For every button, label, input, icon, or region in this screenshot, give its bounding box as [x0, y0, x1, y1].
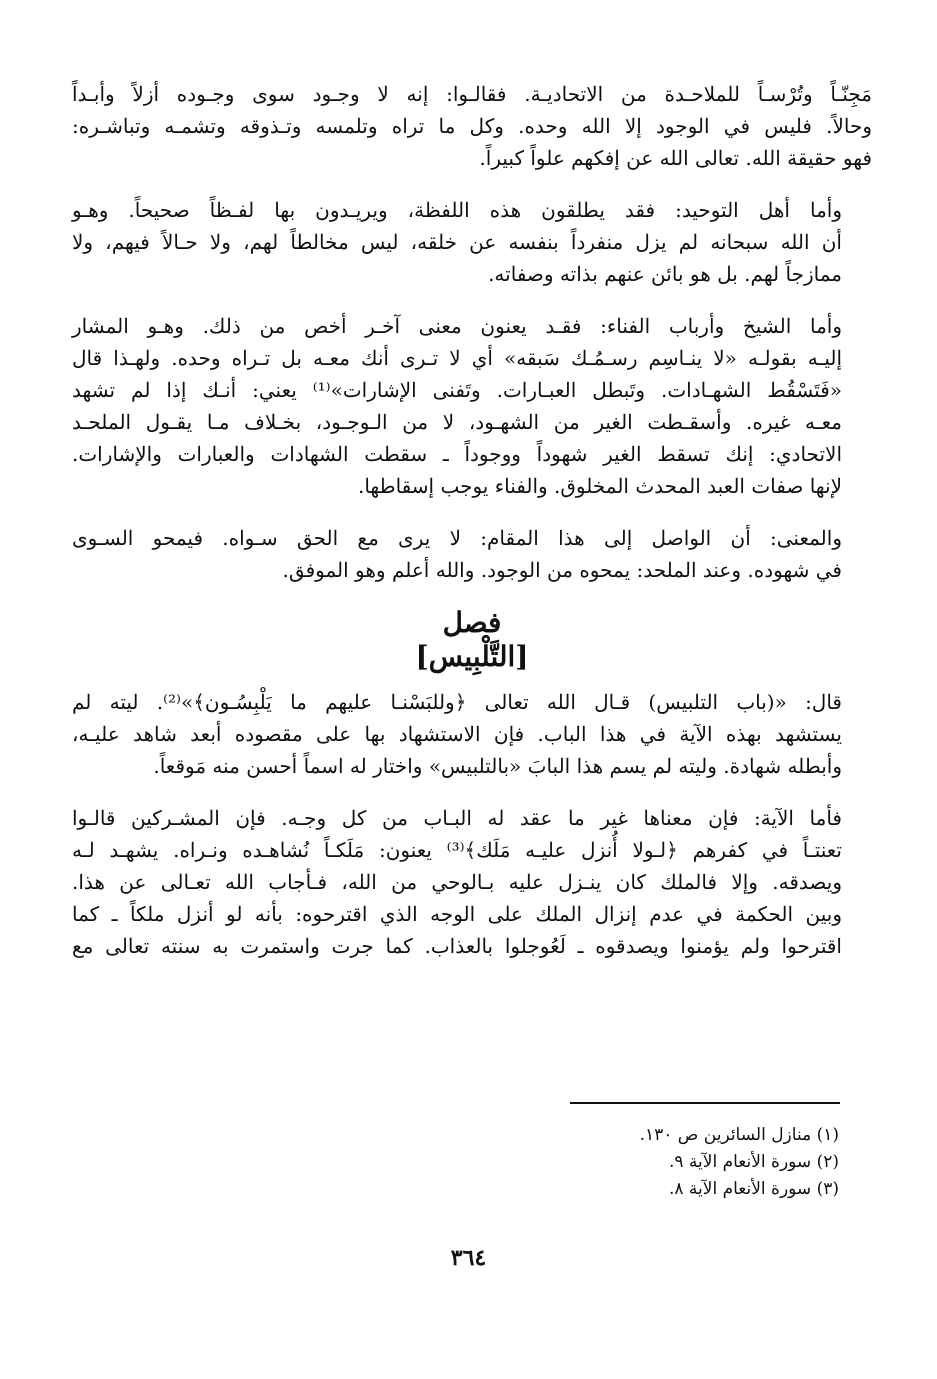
text-line: «فَتَسْقُط الشهـادات. وتَبطل العبـارات. وتَفنى الإشارات»⁽¹⁾ يعني: أنـك إذا لم تشهد [72, 378, 842, 402]
footnotes [640, 1122, 839, 1203]
text-line: معـه غيره. وأسقـطت الغير من الشهـود، لا من الـوجـود، بخـلاف مـا يقـول الملحـد [72, 410, 842, 434]
section-subtitle: [التَّلْبِيس] [415, 640, 529, 673]
text-line: أن الله سبحانه لم يزل منفرداً بنفسه عن خلقه، ليس مخالطاً لهم، ولا حـالاً فيهم، ولا [72, 230, 842, 254]
text-line: يستشهد بهذه الآية في هذا الباب. فإن الاستشهاد بها على مقصوده أبعد شاهد عليـه، [72, 722, 842, 746]
footnote: (١) منازل السائرين ص ١٣٠. [639, 1125, 839, 1145]
text-line: اقترحوا ولم يؤمنوا ويصدقوه ـ لَعُوجلوا بالعذاب. كما جرت واستمرت به سنته تعالى مع [72, 934, 842, 958]
text-line: وبين الحكمة في عدم إنزال الملك على الوجه الذي اقترحوه: بأنه لو أنزل ملكاً ـ كما [72, 902, 842, 926]
paragraph-6 [72, 802, 872, 962]
paragraph-3 [72, 310, 872, 502]
text-line: إليـه بقولـه «لا ينـاسِم رسـمُـك سَبقه» أي لا تـرى أنك معـه بل تـراه وحده. ولهـذا قال [72, 346, 842, 370]
text-line: لإنها صفات العبد المحدث المخلوق. والفناء يوجب إسقاطها. [357, 474, 842, 498]
paragraph-2 [72, 194, 872, 290]
section-title: فصل [442, 606, 502, 639]
section-heading [72, 606, 872, 674]
text-line: والمعنى: أن الواصل إلى هذا المقام: لا يرى مع الحق سـواه. فيمحو السـوى [72, 526, 842, 550]
footnote-separator [570, 1102, 840, 1104]
text-line: تعنتـاً في كفرهم ﴿لـولا أُنزل عليـه مَلَك﴾⁽³⁾ يعنون: مَلَكـاً نُشاهـده ونـراه. يشهـد لـه [72, 838, 842, 862]
text-line: ممازجاً لهم. بل هو بائن عنهم بذاته وصفاته. [488, 262, 842, 286]
footnote: (٢) سورة الأنعام الآية ٩. [668, 1152, 839, 1172]
text-line: قال: «(باب التلبيس) قـال الله تعالى ﴿وللبَسْنـا عليهم ما يَلْبِسُـون﴾»⁽²⁾. ليته لم [72, 690, 842, 714]
text-line: وحالاً. فليس في الوجود إلا الله وحده. وكل ما تراه وتلمسه وتـذوقه وتشمـه وتباشـره: [72, 114, 872, 138]
page-body [72, 78, 872, 982]
text-line: وأبطله شهادة. وليته لم يسم هذا البابَ «بالتلبيس» واختار له اسماً أحسن منه مَوقعاً. [153, 754, 842, 778]
footnote: (٣) سورة الأنعام الآية ٨. [668, 1179, 839, 1199]
text-line: مَجِنّـاً وتُرْسـاً للملاحـدة من الاتحاديـة. فقالـوا: إنه لا وجـود سوى وجـوده أزلاً وأبـداً [72, 82, 872, 106]
paragraph-5 [72, 686, 872, 782]
text-line: ويصدقه. وإلا فالملك كان ينـزل عليه بـالوحي من الله، فـأجاب الله تعـالى عن هذا. [72, 870, 842, 894]
text-line: فأما الآية: فإن معناها غير ما عقد له البـاب من كل وجـه. فإن المشـركين قالـوا [72, 806, 842, 830]
text-line: الاتحادي: إنك تسقط الغير شهوداً ووجوداً ـ سقطت الشهادات والعبارات والإشارات. [72, 442, 842, 466]
text-line: وأما أهل التوحيد: فقد يطلقون هذه اللفظة، ويريـدون بها لفـظاً صحيحاً. وهـو [72, 198, 842, 222]
paragraph-1 [72, 78, 872, 174]
page-number: ٣٦٤ [450, 1245, 487, 1271]
text-line: في شهوده. وعند الملحد: يمحوه من الوجود. والله أعلم وهو الموفق. [282, 558, 842, 582]
paragraph-4 [72, 522, 872, 586]
text-line: فهو حقيقة الله. تعالى الله عن إفكهم علواً كبيراً. [479, 146, 872, 170]
text-line: وأما الشيخ وأرباب الفناء: فقـد يعنون معنى آخـر أخص من ذلك. وهـو المشار [72, 314, 842, 338]
